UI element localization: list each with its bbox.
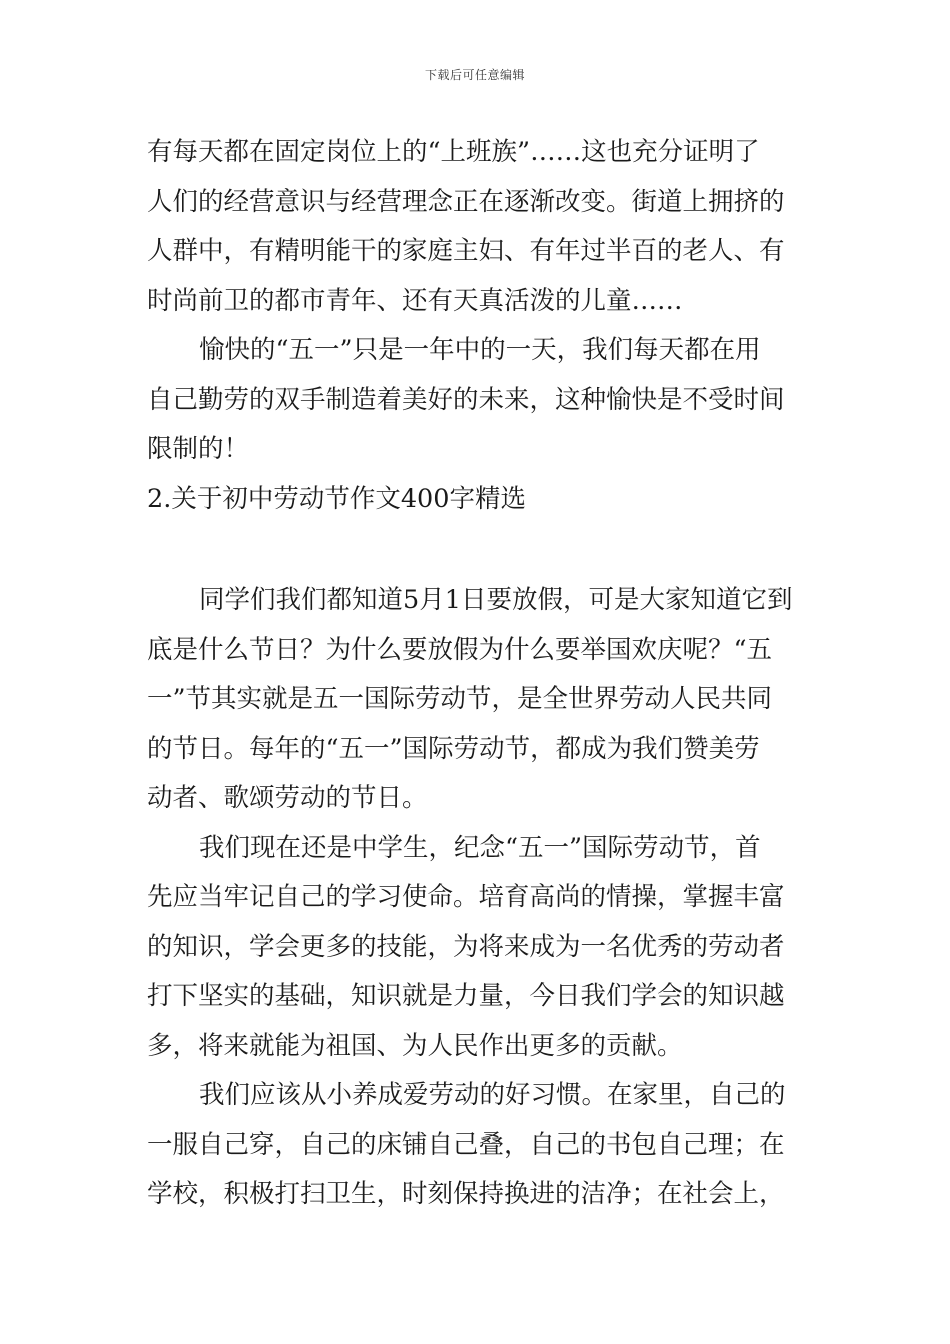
text-line: 多，将来就能为祖国、为人民作出更多的贡献。 [147, 1030, 683, 1061]
text-line: 一服自己穿，自己的床铺自己叠，自己的书包自己理；在 [147, 1129, 785, 1160]
text-line: 人群中，有精明能干的家庭主妇、有年过半百的老人、有 [147, 236, 785, 266]
text-line: 我们现在还是中学生，纪念“五一”国际劳动节，首 [199, 832, 761, 863]
text-line: 时尚前卫的都市青年、还有天真活泼的儿童…… [147, 285, 683, 316]
text-line: 同学们我们都知道5月1日要放假，可是大家知道它到 [199, 585, 793, 615]
text-line: 学校，积极打扫卫生，时刻保持换进的洁净；在社会上， [147, 1179, 785, 1209]
text-line: 先应当牢记自己的学习使命。培育高尚的情操，掌握丰富 [147, 882, 785, 912]
document-body [147, 128, 817, 1220]
paragraph [147, 576, 817, 824]
text-line: 动者、歌颂劳动的节日。 [147, 783, 428, 813]
text-line: 一”节其实就是五一国际劳动节，是全世界劳动人民共同 [147, 684, 773, 714]
paragraph [147, 1071, 817, 1220]
text-line: 有每天都在固定岗位上的“上班族”……这也充分证明了 [147, 137, 760, 167]
text-line: 限制的！ [147, 434, 250, 464]
section-heading: 2.关于初中劳动节作文400字精选 [147, 483, 527, 514]
text-line: 底是什么节日？为什么要放假为什么要举国欢庆呢？“五 [147, 634, 773, 665]
header-note: 下载后可任意编辑 [424, 68, 525, 82]
text-line: 我们应该从小养成爱劳动的好习惯。在家里，自己的 [199, 1080, 786, 1110]
text-line: 自己勤劳的双手制造着美好的未来，这种愉快是不受时间 [147, 384, 785, 415]
paragraph [147, 824, 817, 1072]
text-line: 愉快的“五一”只是一年中的一天，我们每天都在用 [199, 335, 761, 365]
text-line: 的知识，学会更多的技能，为将来成为一名优秀的劳动者 [147, 931, 785, 962]
paragraph [147, 326, 817, 475]
text-line: 人们的经营意识与经营理念正在逐渐改变。街道上拥挤的 [147, 186, 785, 217]
text-line: 的节日。每年的“五一”国际劳动节，都成为我们赞美劳 [147, 733, 760, 764]
blank-gap [147, 524, 817, 576]
text-line: 打下坚实的基础，知识就是力量，今日我们学会的知识越 [147, 981, 785, 1011]
paragraph [147, 128, 817, 326]
